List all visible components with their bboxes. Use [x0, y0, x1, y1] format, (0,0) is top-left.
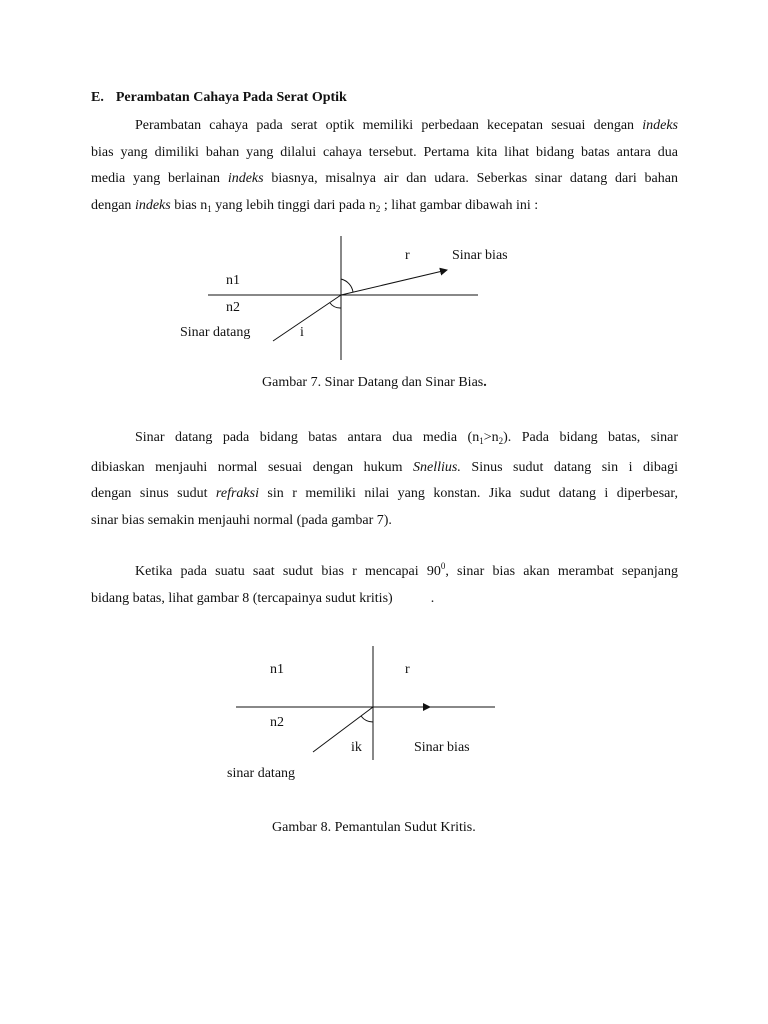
paragraph-1-line-1: Perambatan cahaya pada serat optik memiliki perbedaan kecepatan sesuai dengan indeks: [135, 118, 678, 133]
fig7-label-i: i: [300, 325, 304, 340]
paragraph-3-line-1: Ketika pada suatu saat sudut bias r mencapai $90^0$, sinar bias akan merambat sepanjang: [135, 561, 679, 579]
fig7-label-n2: n2: [226, 300, 240, 315]
fig8-label-sinar-datang: sinar datang: [227, 766, 296, 781]
fig7-angle-r-arc: [341, 279, 353, 292]
section-number: E.: [91, 90, 104, 105]
section-title: Perambatan Cahaya Pada Serat Optik: [115, 90, 347, 105]
fig7-label-r: r: [405, 248, 410, 263]
paragraph-2: [91, 425, 678, 534]
paragraph-2-line-4: sinar bias semakin menjauhi normal (pada gambar 7).: [91, 512, 392, 528]
paragraph-2-line-1: Sinar datang pada bidang batas antara dua media $(n_1>n_2)$. Pada bidang batas, sinar: [135, 430, 678, 446]
fig8-label-n1: n1: [270, 662, 284, 677]
fig7-refracted-ray: [341, 270, 447, 295]
fig8-angle-ik-arc: [361, 716, 373, 722]
fig7-label-sinar-bias: Sinar bias: [452, 248, 508, 263]
fig7-label-sinar-datang: Sinar datang: [180, 325, 251, 340]
paragraph-3: [91, 553, 678, 612]
fig8-incident-ray: [313, 707, 373, 752]
paragraph-3-line-2: bidang batas, lihat gambar 8 (tercapainya sudut kritis) .: [91, 590, 435, 606]
paragraph-2-line-2: dibiaskan menjauhi normal sesuai dengan hukum Snellius. Sinus sudut datang sin i dibagi: [91, 459, 678, 475]
fig8-label-r: r: [405, 662, 410, 677]
paragraph-1-line-2: bias yang dimiliki bahan yang dilalui cahaya tersebut. Pertama kita lihat bidang batas antara dua: [91, 144, 678, 160]
fig8-label-sinar-bias: Sinar bias: [414, 740, 470, 755]
fig8-label-ik: ik: [351, 740, 362, 755]
figure-7-caption: Gambar 7. Sinar Datang dan Sinar Bias.: [262, 375, 487, 390]
paragraph-2-line-3: dengan sinus sudut refraksi sin r memiliki nilai yang konstan. Jika sudut datang i diperbesar,: [91, 486, 678, 501]
fig7-incident-ray: [273, 295, 341, 341]
paragraph-1-line-4: dengan indeks bias $n_1$ yang lebih tinggi dari pada $n_2$ ; lihat gambar dibawah ini :: [91, 197, 539, 214]
figure-8-caption: Gambar 8. Pemantulan Sudut Kritis.: [272, 820, 476, 835]
fig7-angle-i-arc: [330, 303, 341, 308]
paragraph-1-line-3: media yang berlainan indeks biasnya, misalnya air dan udara. Seberkas sinar datang dari bahan: [91, 171, 678, 186]
fig8-label-n2: n2: [270, 715, 284, 730]
fig7-label-n1: n1: [226, 273, 240, 288]
